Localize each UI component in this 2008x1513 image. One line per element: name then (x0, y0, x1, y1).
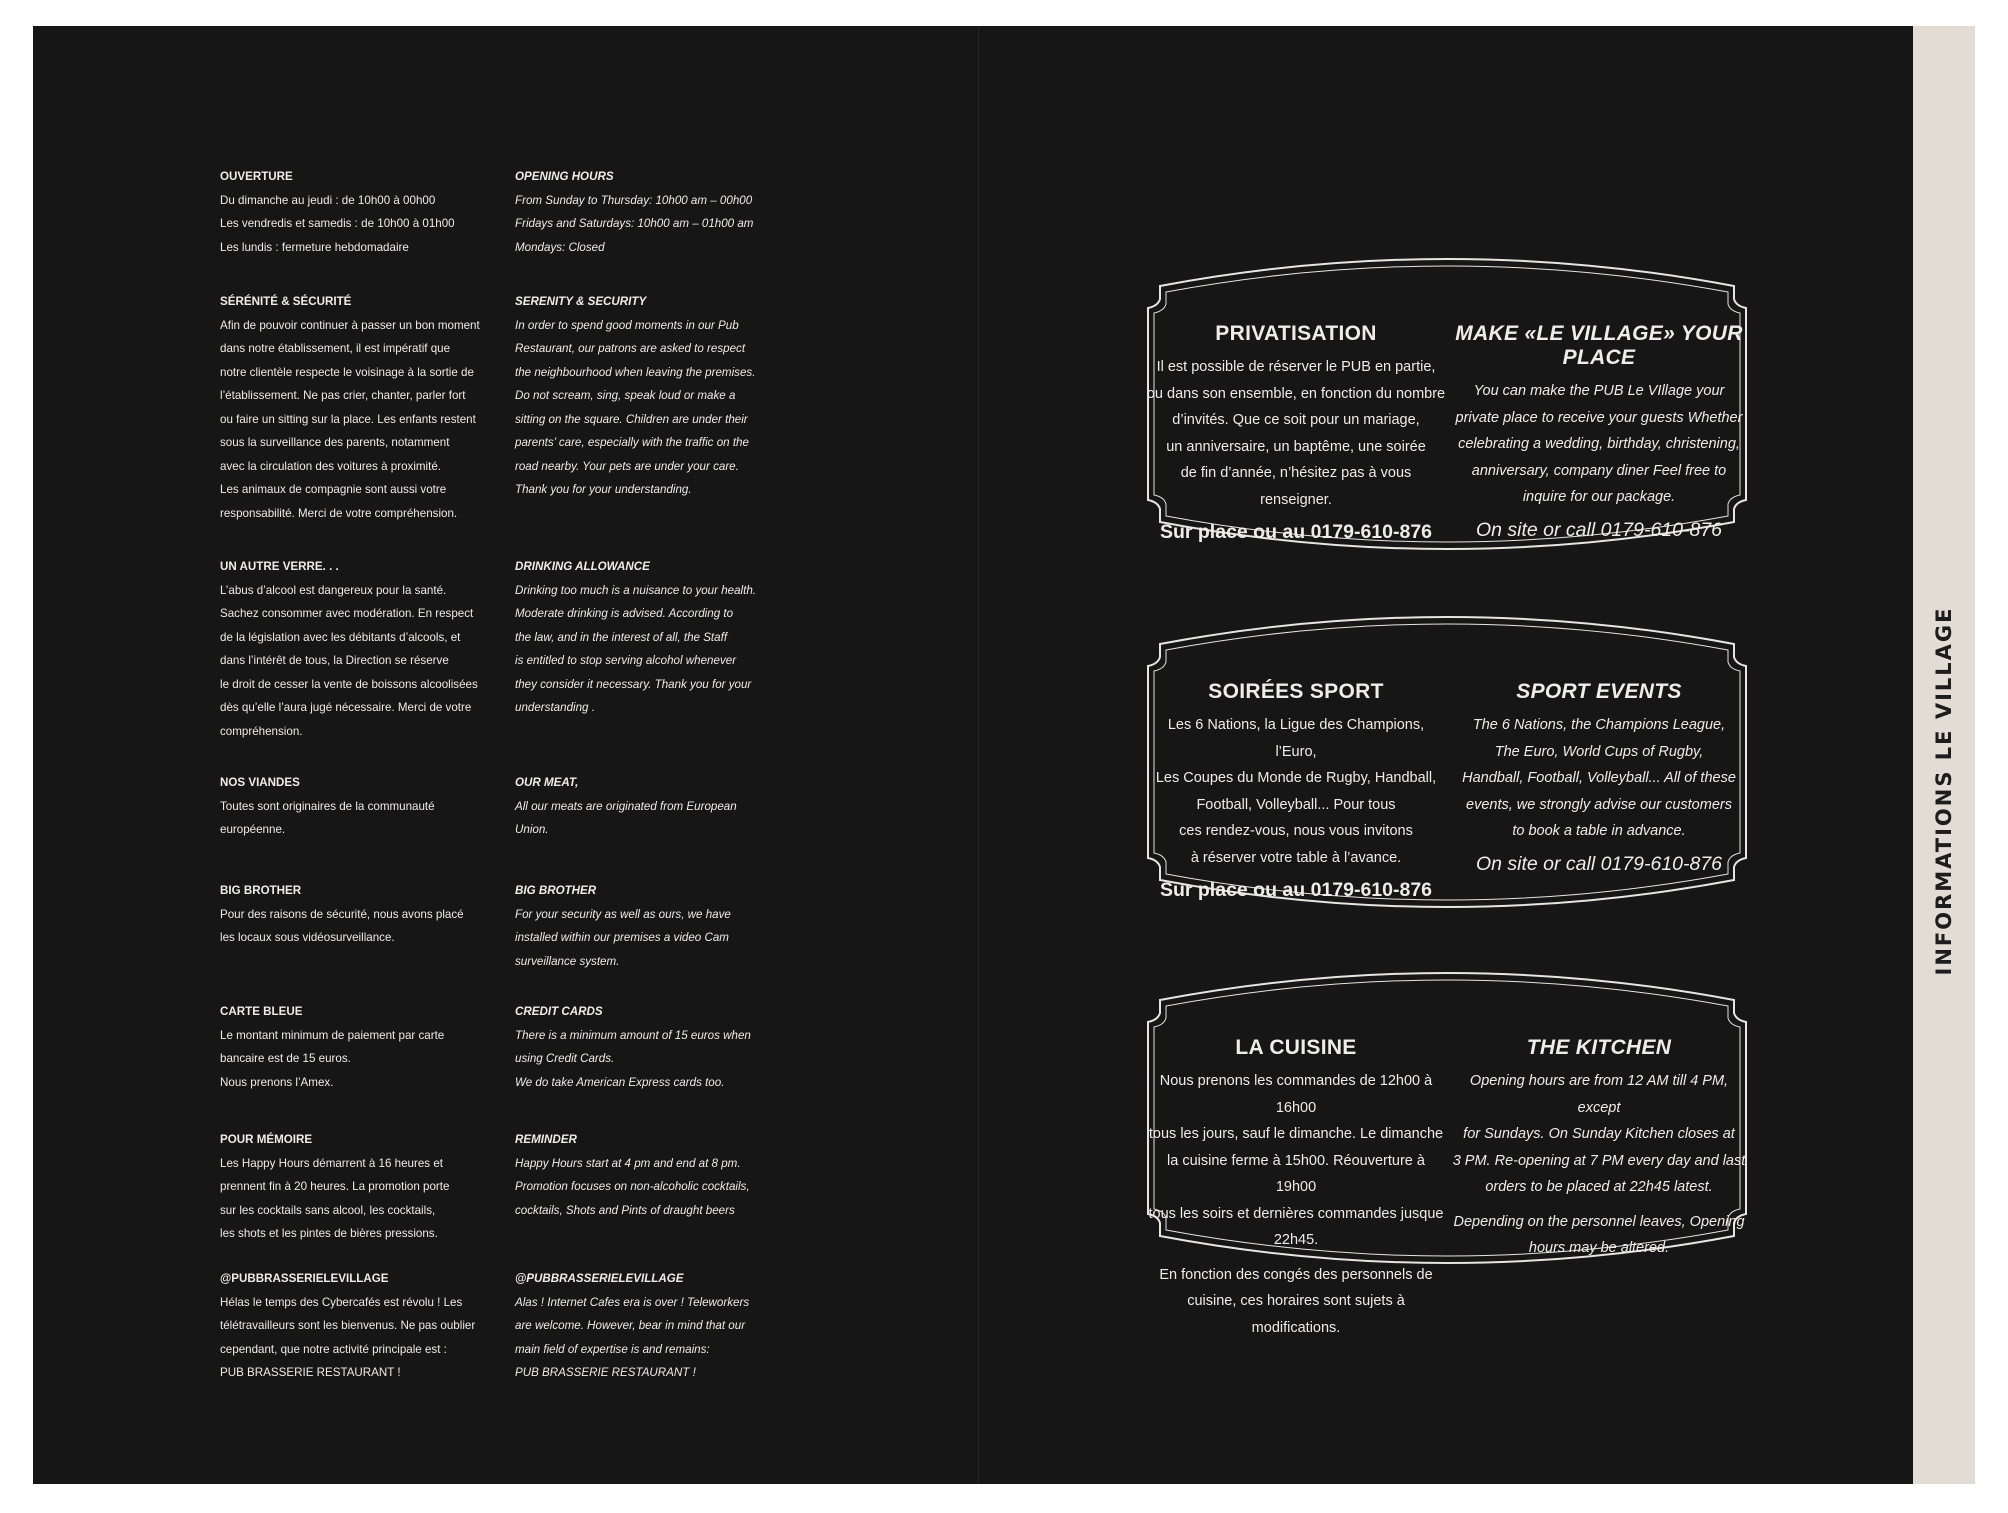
card-body: The 6 Nations, the Champions League, The Euro, World Cups of Rugby, Handball, Football, Volleyball... All of these events, we strongly advise our customers to book a table in advance. (1462, 717, 1736, 839)
section-security-en (515, 290, 805, 502)
section-opening-en (515, 165, 805, 259)
section-body: Du dimanche au jeudi : de 10h00 à 00h00 Les vendredis et samedis : de 10h00 à 01h00 Les lundis : fermeture hebdomadaire (220, 193, 455, 254)
section-title: @PUBBRASSERIELEVILLAGE (220, 1272, 389, 1285)
section-body: Afin de pouvoir continuer à passer un bon moment dans notre établissement, il est impératif que notre clientèle respecte le voisinage à la sortie de l’établissement. Ne pas crier, chanter, parler fort ou faire un sitting sur la place. Les enfants restent sous la surveillance des parents, notamment avec la circulation des voitures à proximité. Les animaux de compagnie sont aussi votre responsabilité. Merci de votre compréhension. (220, 318, 480, 520)
card-en (1448, 958, 1750, 1262)
section-title: OUVERTURE (220, 170, 293, 183)
card-sport (1130, 602, 1764, 922)
section-body: Pour des raisons de sécurité, nous avons placé les locaux sous vidéosurveillance. (220, 907, 464, 944)
section-bigbrother-fr (220, 879, 495, 950)
side-tab-label: INFORMATIONS LE VILLAGE (1932, 606, 1956, 976)
section-title: SERENITY & SECURITY (515, 295, 647, 308)
section-body: Le montant minimum de paiement par carte bancaire est de 15 euros. Nous prenons l’Amex. (220, 1028, 445, 1089)
section-social-en (515, 1267, 805, 1385)
section-body: Toutes sont originaires de la communauté européenne. (220, 799, 435, 836)
section-title: DRINKING ALLOWANCE (515, 560, 650, 573)
section-title: REMINDER (515, 1133, 577, 1146)
section-title: CREDIT CARDS (515, 1005, 603, 1018)
card-contact: Sur place ou au 0179-610-876 (1159, 521, 1433, 543)
section-body: There is a minimum amount of 15 euros when using Credit Cards. We do take American Express cards too. (515, 1028, 751, 1089)
section-meat-en (515, 771, 805, 842)
card-title: PRIVATISATION (1215, 322, 1377, 345)
card-contact: Sur place ou au 0179-610-876 (1159, 879, 1433, 901)
section-title: OUR MEAT, (515, 776, 579, 789)
section-body: From Sunday to Thursday: 10h00 am – 00h00 Fridays and Saturdays: 10h00 am – 01h00 am Mondays: Closed (515, 193, 754, 254)
section-opening-fr (220, 165, 495, 259)
section-meat-fr (220, 771, 495, 842)
section-title: NOS VIANDES (220, 776, 300, 789)
section-title: BIG BROTHER (220, 884, 302, 897)
section-body: L’abus d’alcool est dangereux pour la santé. Sachez consommer avec modération. En respect de la législation avec les débitants d’alcools, et dans l’intérêt de tous, la Direction se réserve le droit de cesser la vente de boissons alcoolisées dès qu’elle l’aura jugé nécessaire. Merci de votre compréhension. (220, 583, 478, 738)
section-reminder-en (515, 1128, 805, 1222)
card-body: Il est possible de réserver le PUB en partie, ou dans son ensemble, en fonction du nombre d’invités. Que ce soit pour un mariage, un anniversaire, un baptême, une soirée de fin d’année, n’hésitez pas à vous renseigner. (1146, 359, 1446, 508)
section-title: UN AUTRE VERRE. . . (220, 560, 339, 573)
section-body: Happy Hours start at 4 pm and end at 8 pm. Promotion focuses on non-alcoholic cocktails, cocktails, Shots and Pints of draught beers (515, 1156, 750, 1217)
section-body: Drinking too much is a nuisance to your health. Moderate drinking is advised. According to the law, and in the interest of all, the Staff is entitled to stop serving alcohol whenever they consider it necessary. Thank you for your understanding . (515, 583, 757, 714)
section-body: Hélas le temps des Cybercafés est révolu ! Les télétravailleurs sont les bienvenus. Ne pas oublier cependant, que notre activité principale est : PUB BRASSERIE RESTAURANT ! (220, 1295, 476, 1379)
section-cards-fr (220, 1000, 495, 1094)
card-contact: On site or call 0179-610-876 (1475, 518, 1723, 541)
card-title: THE KITCHEN (1526, 1036, 1672, 1059)
card-title: SPORT EVENTS (1516, 680, 1682, 703)
card-kitchen (1130, 958, 1764, 1336)
section-title: CARTE BLEUE (220, 1005, 303, 1018)
section-body: In order to spend good moments in our Pub Restaurant, our patrons are asked to respect the neighbourhood when leaving the premises. Do not scream, sing, speak loud or make a sitting on the square. Children are under their parents’ care, especially with the traffic on the road nearby. Your pets are under your care. Thank you for your understanding. (515, 318, 756, 496)
section-title: @PUBBRASSERIELEVILLAGE (515, 1272, 684, 1285)
card-note: Depending on the personnel leaves, Opening hours may be altered. (1453, 1213, 1745, 1256)
card-title: MAKE «LE VILLAGE» YOUR PLACE (1455, 322, 1743, 369)
card-en (1448, 244, 1750, 542)
section-body: All our meats are originated from European Union. (515, 799, 737, 836)
section-drinking-fr (220, 555, 495, 743)
section-title: SÉRÉNITÉ & SÉCURITÉ (220, 295, 352, 308)
section-bigbrother-en (515, 879, 805, 973)
side-tab (1913, 26, 1975, 1484)
left-page (33, 26, 978, 1484)
section-body: For your security as well as ours, we have installed within our premises a video Cam surveillance system. (515, 907, 731, 968)
card-contact: On site or call 0179-610-876 (1475, 852, 1723, 875)
card-body: Nous prenons les commandes de 12h00 à 16h00 tous les jours, sauf le dimanche. Le dimanche la cuisine ferme à 15h00. Réouverture à 19h00 tous les soirs et dernières commandes jusque 22h45. (1148, 1073, 1444, 1248)
card-title: SOIRÉES SPORT (1208, 680, 1384, 703)
card-fr (1146, 602, 1446, 902)
section-security-fr (220, 290, 495, 525)
card-privatisation (1130, 244, 1764, 564)
card-body: Les 6 Nations, la Ligue des Champions, l’Euro, Les Coupes du Monde de Rugby, Handball, Football, Volleyball... Pour tous ces rendez-vous, nous vous invitons à réserver votre table à l’avance. (1155, 717, 1437, 866)
section-body: Les Happy Hours démarrent à 16 heures et prennent fin à 20 heures. La promotion porte sur les cocktails sans alcool, les cocktails, les shots et les pintes de bières pressions. (220, 1156, 450, 1240)
section-drinking-en (515, 555, 805, 720)
section-title: POUR MÉMOIRE (220, 1133, 313, 1146)
section-body: Alas ! Internet Cafes era is over ! Teleworkers are welcome. However, bear in mind that our main field of expertise is and remains: PUB BRASSERIE RESTAURANT ! (515, 1295, 750, 1379)
section-cards-en (515, 1000, 805, 1094)
card-fr (1146, 244, 1446, 544)
section-reminder-fr (220, 1128, 495, 1246)
card-title: LA CUISINE (1235, 1036, 1357, 1059)
card-body: You can make the PUB Le VIllage your private place to receive your guests Whether celebrating a wedding, birthday, christening, anniversary, company diner Feel free to inquire for our package. (1455, 383, 1743, 505)
card-fr (1146, 958, 1446, 1341)
menu-spread (33, 26, 1956, 1484)
section-title: OPENING HOURS (515, 170, 614, 183)
card-note: En fonction des congés des personnels de cuisine, ces horaires sont sujets à modifications. (1159, 1266, 1433, 1336)
card-en (1448, 602, 1750, 876)
card-body: Opening hours are from 12 AM till 4 PM, except for Sundays. On Sunday Kitchen closes at 3 PM. Re-opening at 7 PM every day and last orders to be placed at 22h45 latest. (1452, 1073, 1746, 1195)
section-social-fr (220, 1267, 495, 1385)
section-title: BIG BROTHER (515, 884, 597, 897)
